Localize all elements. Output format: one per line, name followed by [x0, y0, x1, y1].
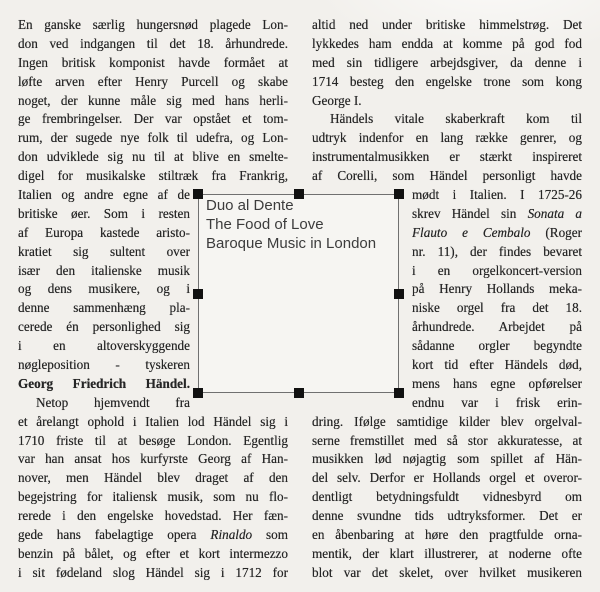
selection-handle-sw[interactable]	[193, 388, 203, 398]
text-line: denne svundne tids udtryksformer. Det er	[312, 508, 582, 524]
text-line: Flauto e Cembalo (Roger	[412, 224, 582, 240]
selection-handle-w[interactable]	[193, 289, 203, 299]
text-line: skrev Händel sin Sonata a	[412, 205, 582, 221]
frame-title-line-2: The Food of Love	[206, 216, 324, 233]
selection-handle-s[interactable]	[294, 388, 304, 398]
text-line: benzin på bålet, og efter et kort intermezzo	[18, 545, 288, 561]
selection-handle-ne[interactable]	[394, 189, 404, 199]
text-line: en åbenbaring at høre den pragtfulde orna-	[312, 527, 582, 543]
selection-handle-nw[interactable]	[193, 189, 203, 199]
text-line: med sin tidligere arbejdsgiver, da denne i	[312, 54, 582, 70]
text-line: kratiet sig sultent over	[18, 243, 190, 259]
text-line: altid ned under britiske himmelstrøg. Det	[312, 17, 582, 32]
text-line: og dens musikere, og i	[18, 281, 190, 297]
text-line: musikken lød nøjagtig som spillet af Hän-	[312, 451, 582, 467]
text-line: Netop hjemvendt fra	[36, 394, 190, 410]
text-line: især den italienske musik	[18, 262, 190, 278]
text-line: løfte arven efter Henry Purcell og skabe	[18, 73, 288, 89]
text-line: et årelangt ophold i Italien lod Händel sig i	[18, 413, 288, 429]
text-line: don ved indgangen til det 18. århundrede.	[18, 35, 288, 51]
text-line: i en altoverskyggende	[18, 338, 190, 354]
text-line: Händels vitale skaberkraft kom til	[330, 111, 582, 127]
text-line: digel for musikalske stiltræk fra Frankrig,	[18, 168, 288, 184]
text-line: serne fremstillet med så stor akkuratesse, at	[312, 432, 582, 448]
text-line: af Europa kastede aristo-	[18, 224, 190, 240]
text-line: lykkedes ham endda at komme på god fod	[312, 35, 582, 51]
frame-title-line-1: Duo al Dente	[206, 197, 294, 214]
frame-title-line-3: Baroque Music in London	[206, 235, 377, 252]
text-line: nover, men Händel blev draget af den	[18, 470, 288, 486]
text-line: var han ansat hos kurfyrste Georg af Han-	[18, 451, 288, 467]
selection-handle-se[interactable]	[394, 388, 404, 398]
text-line: del selv. Derfor er Hollands orgel et overor-	[312, 470, 582, 486]
text-line: blot var det skelet, over hvilket musikeren	[312, 564, 582, 580]
text-line: denne sammenhæng pla-	[18, 300, 190, 316]
selected-text-frame[interactable]	[198, 194, 399, 393]
text-line: i sit fødeland slog Händel sig i 1712 for	[18, 564, 288, 580]
text-line: 1714 besteg den engelske trone som kong	[312, 73, 582, 89]
text-line: i en orgelkoncert-version	[412, 262, 582, 278]
text-line: kort tid efter Händels død,	[412, 357, 582, 373]
text-line: Georg Friedrich Händel.	[18, 375, 190, 391]
text-line: rum, der sugede nye folk til udefra, og Lon-	[18, 130, 288, 146]
text-line: århundrede. Arbejdet på	[412, 319, 582, 335]
text-line: endnu var i frisk erin-	[412, 394, 582, 410]
selection-handle-e[interactable]	[394, 289, 404, 299]
text-line: dring. Ifølge samtidige kilder blev orgelval-	[312, 413, 582, 429]
text-line: rerede i den engelske hovedstad. Her fæn-	[18, 508, 288, 524]
text-line: nr. 11), der findes bevaret	[412, 243, 582, 259]
text-line: instrumentalmusikken er stærkt inspireret	[312, 149, 582, 165]
text-line: Italien og andre egne af de	[18, 187, 190, 203]
text-line: ge frembringelser. Der var opstået et tom-	[18, 111, 288, 127]
text-line: don udviklede sig nu til at blive en smelte-	[18, 149, 288, 165]
text-line: udtryk indenfor en lang række genrer, og	[312, 130, 582, 146]
text-line: Ingen britisk komponist havde formået at	[18, 54, 288, 70]
text-line: britiske øer. Som i resten	[18, 205, 190, 221]
text-line: cerede én personlighed sig	[18, 319, 190, 335]
text-line: nøgleposition - tyskeren	[18, 357, 190, 373]
text-line: begejstring for italiensk musik, som nu flo-	[18, 489, 288, 505]
text-line: gede hans fabelagtige opera Rinaldo som	[18, 527, 288, 543]
text-line: dentligt betydningsfuldt vidnesbyrd om	[312, 489, 582, 505]
text-line: 1710 friste til at besøge London. Egentlig	[18, 432, 288, 448]
text-line: sådanne orgler begyndte	[412, 338, 582, 354]
text-line: mødt i Italien. I 1725-26	[412, 187, 582, 203]
text-line: niske orgel fra det 18.	[412, 300, 582, 316]
text-line: En ganske særlig hungersnød plagede Lon-	[18, 17, 288, 32]
text-line: af Corelli, som Händel personligt havde	[312, 168, 582, 184]
text-line: mens hans egne opførelser	[412, 375, 582, 391]
frame-title-block	[199, 195, 398, 253]
text-line: på Henry Hollands meka-	[412, 281, 582, 297]
selection-handle-n[interactable]	[294, 189, 304, 199]
text-line: mentik, der klart illustrerer, at noderne ofte	[312, 545, 582, 561]
text-line: George I.	[312, 92, 362, 108]
text-line: noget, der kunne måle sig med hans herli-	[18, 92, 288, 108]
